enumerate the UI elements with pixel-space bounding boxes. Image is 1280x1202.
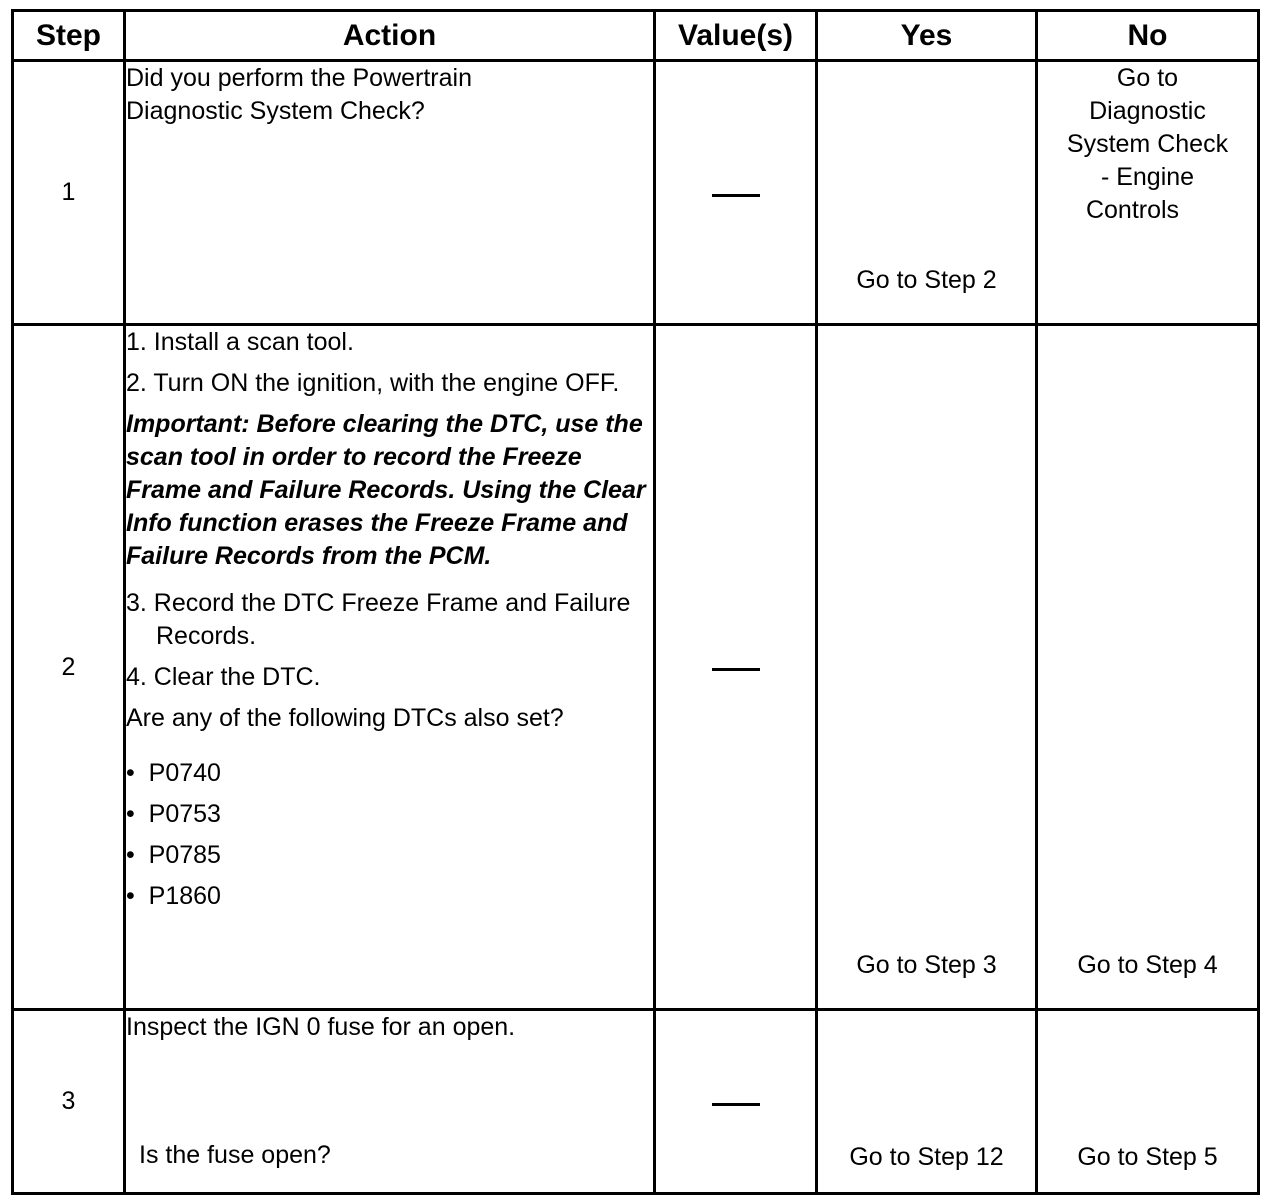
table-row	[13, 325, 1259, 1010]
no-link-line: Diagnostic	[1089, 97, 1206, 125]
empty-value-dash	[712, 194, 760, 197]
question-text: Is the fuse open?	[139, 1141, 331, 1169]
table-row	[13, 61, 1259, 325]
diagnostic-table	[11, 9, 1260, 1195]
header-action: Action	[125, 11, 655, 61]
yes-link[interactable]: Go to Step 12	[849, 1143, 1004, 1171]
action-cell	[125, 1010, 655, 1194]
numbered-item: 2. Turn ON the ignition, with the engine OFF.	[126, 369, 620, 397]
yes-cell	[817, 1010, 1037, 1194]
bullet-item: • P0753	[126, 800, 221, 828]
bullet-item: • P1860	[126, 882, 221, 910]
value-cell	[655, 1010, 817, 1194]
numbered-item: 4. Clear the DTC.	[126, 663, 321, 691]
no-link-line: Go to	[1116, 64, 1179, 92]
step-number: 2	[13, 325, 125, 1010]
no-link-line: - Engine	[1100, 163, 1195, 191]
empty-value-dash	[712, 668, 760, 671]
empty-value-dash	[712, 1103, 760, 1106]
action-text: Did you perform the Powertrain	[126, 64, 472, 92]
header-no: No	[1037, 11, 1259, 61]
bullet-item: • P0785	[126, 841, 221, 869]
no-link[interactable]: Go to Step 4	[1077, 951, 1218, 979]
table-row	[13, 1010, 1259, 1194]
bullet-item: • P0740	[126, 759, 221, 787]
no-cell[interactable]	[1037, 61, 1259, 325]
important-note: Important: Before clearing the DTC, use the scan tool in order to record the Freeze Frame and Failure Records. Using the Clear Info function erases the Freeze Frame and Failure Records from the PCM.	[126, 410, 646, 570]
numbered-item: 1. Install a scan tool.	[126, 328, 354, 356]
no-cell	[1037, 1010, 1259, 1194]
step-number: 3	[13, 1010, 125, 1194]
header-step: Step	[13, 11, 125, 61]
value-cell	[655, 325, 817, 1010]
no-link-line: Controls	[1085, 196, 1180, 224]
action-text: Diagnostic System Check?	[126, 97, 425, 125]
action-cell	[125, 61, 655, 325]
header-yes: Yes	[817, 11, 1037, 61]
header-row	[13, 11, 1259, 61]
action-text: Inspect the IGN 0 fuse for an open.	[126, 1013, 516, 1041]
numbered-item: 3. Record the DTC Freeze Frame and Failure Records.	[126, 589, 631, 650]
yes-cell	[817, 61, 1037, 325]
no-cell	[1037, 325, 1259, 1010]
yes-link[interactable]: Go to Step 3	[856, 951, 997, 979]
no-link-line: System Check	[1066, 130, 1229, 158]
question-text: Are any of the following DTCs also set?	[126, 704, 564, 732]
yes-cell	[817, 325, 1037, 1010]
step-number: 1	[13, 61, 125, 325]
yes-link[interactable]: Go to Step 2	[856, 266, 997, 294]
no-link[interactable]: Go to Step 5	[1077, 1143, 1218, 1171]
action-cell	[125, 325, 655, 1010]
header-values: Value(s)	[655, 11, 817, 61]
value-cell	[655, 61, 817, 325]
